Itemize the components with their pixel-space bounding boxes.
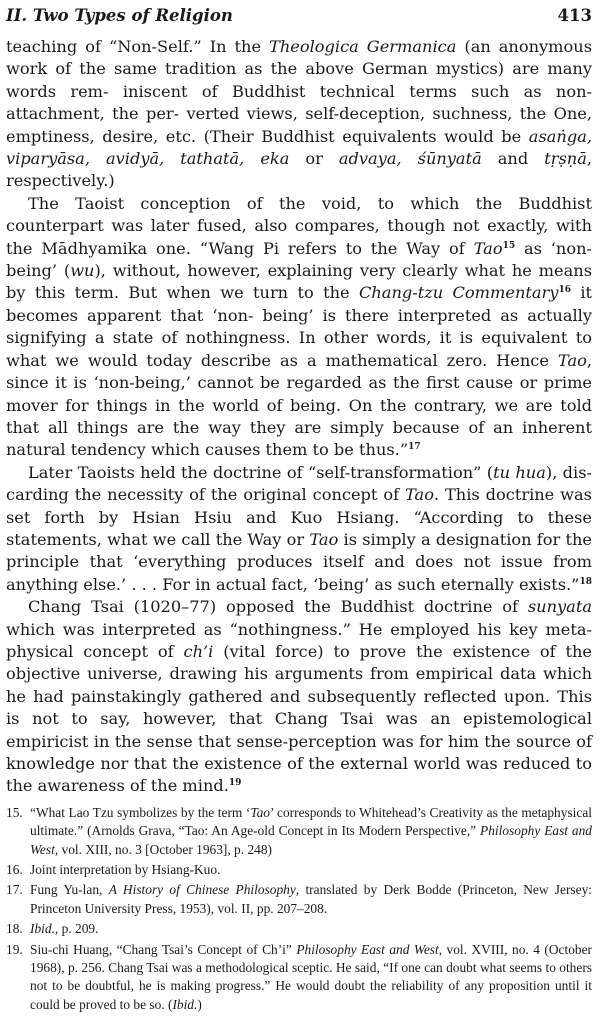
footnote [6, 861, 592, 879]
text-run: teaching of “Non-Self.” In the [6, 37, 270, 56]
italic-text: Tao [473, 238, 503, 258]
footnote-text [30, 861, 592, 879]
text-run: and [481, 149, 545, 169]
paragraph [6, 193, 592, 462]
text-run: , since it is ‘non-being,’ cannot be regarded as the first cause or prime mover for things in the world of being. On the contrary, we are told that all things are the way they are simply because of an inherent natural tendency which causes them to be thus.” [6, 350, 592, 460]
page-number: 413 [557, 6, 592, 25]
footnote-text [30, 804, 592, 859]
italic-text: advaya, śūnyatā [338, 149, 482, 169]
running-head [6, 6, 592, 36]
footnote [6, 941, 592, 1015]
text-run: is simply a designation for the principle that ‘everything produces itself and does not issue from anything else.’ . . . For in actual fact, ‘being’ as such eternally exists.” [6, 529, 592, 594]
italic-text: asaṅga, viparyāsa, avidyā, tathatā, eka [6, 126, 592, 169]
text-run: ), dis- carding the necessity of the original concept of [6, 462, 593, 505]
footnote-text [30, 941, 592, 1015]
text-run: , vol. XIII, no. 3 [October 1963], p. 248) [54, 841, 272, 857]
footnote-number: 18. [6, 921, 23, 937]
italic-text: Tao [557, 350, 587, 370]
text-run: ), without, however, explaining very clearly what he means by this term. But when we turn to the [6, 261, 592, 303]
italic-text: tu hua [493, 462, 546, 482]
paragraph [6, 36, 592, 193]
italic-text: Ibid. [30, 921, 55, 937]
text-run: as ‘non-being’ ( [6, 238, 592, 281]
footnote-ref[interactable]: 16 [558, 285, 571, 296]
chapter-title: II. Two Types of Religion [6, 6, 233, 25]
footnote [6, 804, 592, 859]
text-run: (vital force) to prove the existence of the objective universe, drawing his arguments from empirical data which he had painstakingly gathered and subsequently reflected upon. This is not to say, however, that Chang Tsai was an epistemological empiricist in the sense that sense-perception was for him the source of knowledge nor that the existence of the external world was reduced to the awareness of the mind. [6, 641, 592, 796]
paragraph [6, 462, 592, 596]
footnote-ref[interactable]: 17 [408, 442, 421, 453]
italic-text: Tao [405, 485, 434, 505]
footnote [6, 920, 592, 938]
text-run: ) [197, 996, 202, 1012]
body-text [6, 36, 592, 798]
footnote-text [30, 881, 592, 918]
text-run: or [289, 149, 339, 169]
footnote-number: 17. [6, 882, 23, 898]
text-run: ’ corresponds to Whitehead’s Creativity as the metaphysical ultimate.” (Arnolds Grava, “Tao: An Age-old Concept in Its Modern Perspective,” [30, 804, 592, 839]
footnote-ref[interactable]: 18 [579, 576, 592, 587]
italic-text: A History of Chinese Philosophy [108, 882, 296, 898]
italic-text: Ibid. [172, 996, 198, 1012]
italic-text: tṛṣṇā [544, 149, 587, 169]
italic-text: Tao [309, 529, 339, 549]
italic-text: wu [70, 261, 95, 281]
text-run: , vol. XVIII, no. 4 (October 1968), p. 256. Chang Tsai was a methodological sceptic. He said, “If one can doubt what seems to others not to be doubtful, he is making progress.” He would doubt the reliability of any proposition until it could be proved to be so. ( [30, 941, 593, 1012]
text-run: , p. 209. [54, 921, 99, 937]
italic-text: Philosophy East and West [296, 941, 439, 957]
text-run: Joint interpretation by Hsiang-Kuo. [30, 862, 221, 878]
footnote [6, 881, 592, 918]
text-run: Chang Tsai (1020–77) opposed the Buddhist doctrine of [28, 597, 528, 617]
italic-text: Chang-tzu Commentary [359, 283, 559, 303]
italic-text: Tao [250, 804, 270, 820]
text-run: . This doctrine was set forth by Hsian Hsiu and Kuo Hsiang. “According to these statements, what we call the Way or [6, 485, 592, 549]
text-run: “What Lao Tzu symbolizes by the term ‘ [30, 804, 251, 820]
text-run: , translated by Derk Bodde (Princeton, New Jersey: Princeton University Press, 1953), vol. II, pp. 207–208. [30, 882, 592, 916]
text-run: it becomes apparent that ‘non- being’ is there interpreted as actually signifying a state of nothingness. In other words, it is equivalent to what we would today describe as a mathematical zero. Hence [6, 283, 593, 370]
text-run: , respectively.) [6, 149, 593, 191]
text-run: Fung Yu-lan, [30, 882, 109, 898]
footnote-ref[interactable]: 15 [502, 240, 516, 251]
text-run: Siu-chi Huang, “Chang Tsai’s Concept of Ch’i” [30, 941, 297, 957]
footnote-number: 16. [6, 862, 23, 878]
text-run: (an anonymous work of the same tradition as the above German mystics) are many words rem- iniscent of Buddhist technical terms such as non-attachment, the per- verted views, self-deception, suchness, the One, emptiness, desire, etc. (Their Buddhist equivalents would be [6, 37, 593, 146]
italic-text: sunyata [527, 597, 592, 617]
footnote-ref[interactable]: 19 [228, 778, 242, 789]
footnotes [6, 804, 592, 1014]
text-run: The Taoist conception of the void, to which the Buddhist counterpart was later fused, also compares, though not exactly, with the Mādhyamika one. “Wang Pi refers to the Way of [6, 193, 592, 258]
text-run: Later Taoists held the doctrine of “self-transformation” ( [28, 462, 494, 482]
italic-text: Philosophy East and West [30, 823, 593, 857]
text-run: which was interpreted as “nothingness.” He employed his key meta- physical concept of [6, 619, 592, 661]
italic-text: ch’i [183, 641, 214, 661]
footnote-number: 19. [6, 941, 23, 957]
italic-text: Theologica Germanica [269, 37, 457, 56]
footnote-number: 15. [6, 804, 23, 820]
footnote-text [30, 920, 592, 938]
paragraph [6, 596, 592, 798]
